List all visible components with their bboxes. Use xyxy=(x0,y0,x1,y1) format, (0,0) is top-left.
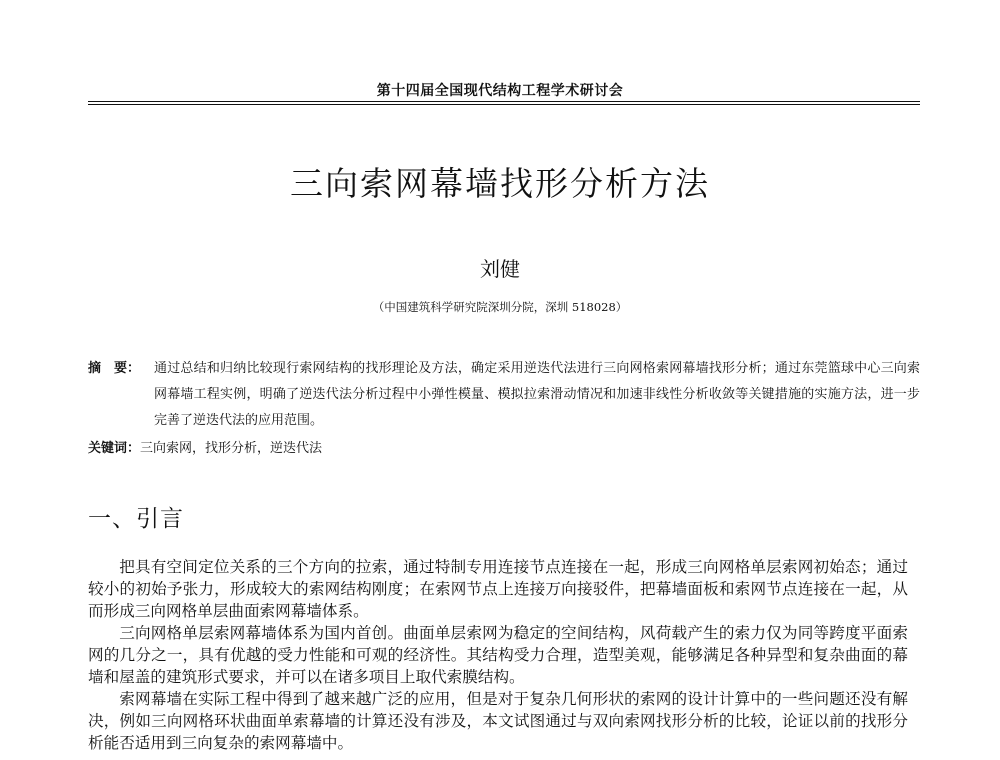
author-name: 刘健 xyxy=(480,257,520,281)
keywords-label: 关键词： xyxy=(88,441,141,456)
running-header: 第十四届全国现代结构工程学术研讨会 xyxy=(376,83,624,99)
keywords-block xyxy=(88,436,322,462)
header-rule xyxy=(88,101,920,105)
body-paragraph: 三向网格单层索网幕墙体系为国内首创。曲面单层索网为稳定的空间结构，风荷载产生的索力仅为同等跨度平面索网的几分之一，具有优越的受力性能和可观的经济性。其结构受力合理，造型美观，能够满足各种异型和复杂曲面的幕墙和屋盖的建筑形式要求，并可以在诸多项目上取代索膜结构。 xyxy=(88,624,908,686)
paper-title: 三向索网幕墙找形分析方法 xyxy=(290,164,710,203)
section-body xyxy=(88,556,908,754)
abstract-text: 通过总结和归纳比较现行索网结构的找形理论及方法，确定采用逆迭代法进行三向网格索网幕墙找形分析；通过东莞篮球中心三向索网幕墙工程实例，明确了逆迭代法分析过程中小弹性模量、模拟拉索滑动情况和加速非线性分析收敛等关键措施的实施方法，进一步完善了逆迭代法的应用范围。 xyxy=(154,361,920,428)
body-paragraph: 索网幕墙在实际工程中得到了越来越广泛的应用，但是对于复杂几何形状的索网的设计计算中的一些问题还没有解决，例如三向网格环状曲面单索幕墙的计算还没有涉及，本文试图通过与双向索网找形分析的比较，论证以前的找形分析能否适用到三向复杂的索网幕墙中。 xyxy=(88,690,908,752)
abstract-block xyxy=(88,356,920,434)
body-paragraph: 把具有空间定位关系的三个方向的拉索，通过特制专用连接节点连接在一起，形成三向网格单层索网初始态；通过较小的初始予张力，形成较大的索网结构刚度；在索网节点上连接万向接驳件，把幕墙面板和索网节点连接在一起，从而形成三向网格单层曲面索网幕墙体系。 xyxy=(88,558,908,620)
section-heading: 一、引言 xyxy=(88,506,184,532)
abstract-label: 摘 要： xyxy=(88,361,141,376)
keywords-text: 三向索网，找形分析，逆迭代法 xyxy=(140,441,323,456)
author-affiliation: （中国建筑科学研究院深圳分院，深圳 518028） xyxy=(372,300,628,314)
